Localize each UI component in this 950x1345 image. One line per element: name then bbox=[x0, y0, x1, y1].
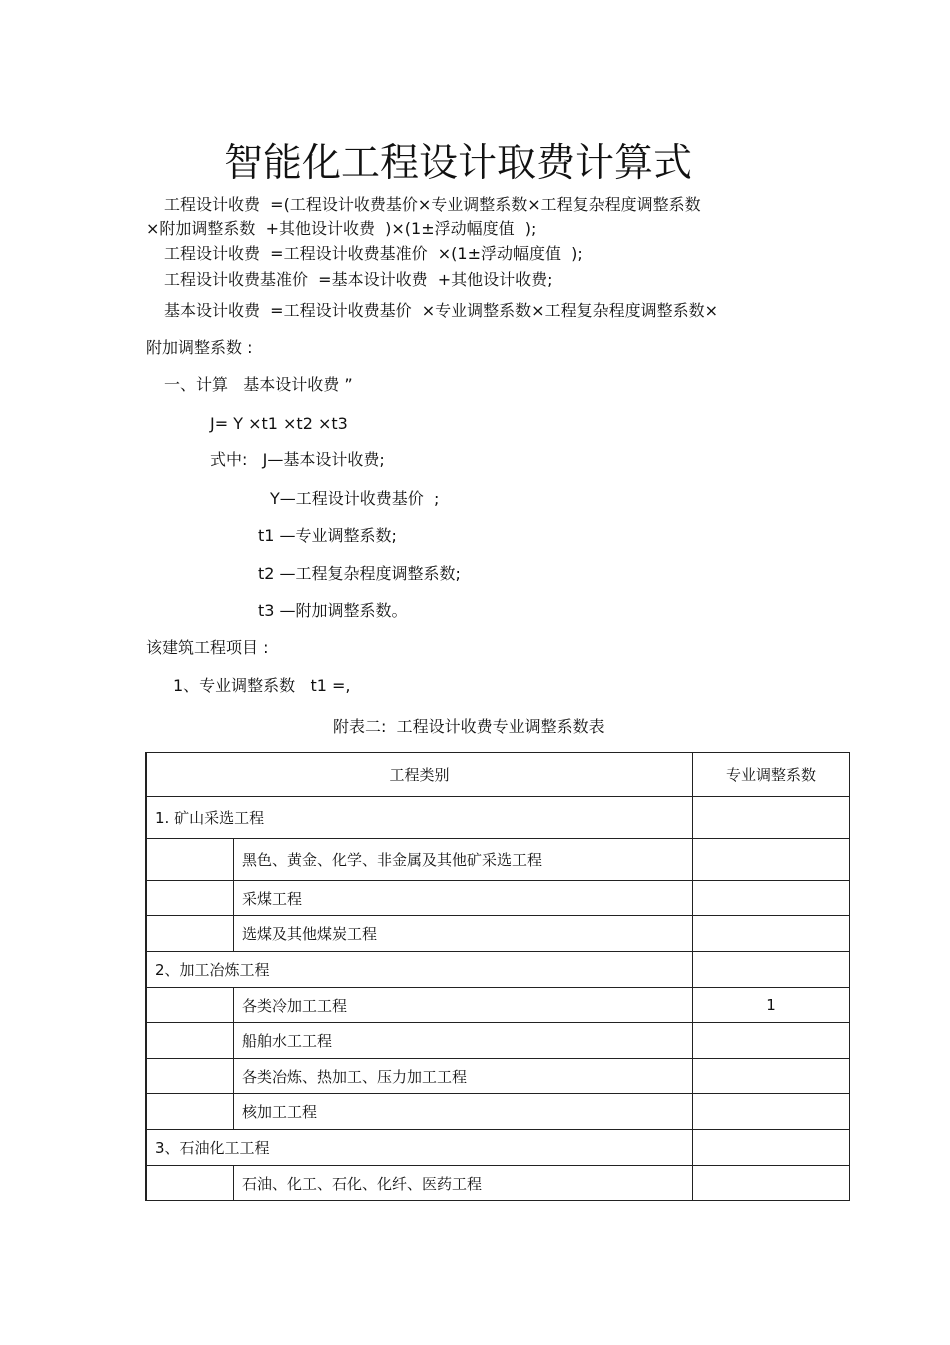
project-heading: 该建筑工程项目 : bbox=[146, 638, 269, 657]
formula-line-2: ×附加调整系数 +其他设计收费 )×(1±浮动幅度值 ); bbox=[146, 219, 537, 238]
indent-cell bbox=[146, 1059, 234, 1094]
t1-heading: 1、专业调整系数 t1 =, bbox=[173, 676, 351, 695]
item-label: 核加工工程 bbox=[234, 1094, 693, 1130]
coefficient-cell bbox=[693, 1059, 850, 1094]
indent-cell bbox=[146, 839, 234, 881]
table-row bbox=[146, 1023, 850, 1059]
document-title: 智能化工程设计取费计算式 bbox=[223, 141, 692, 186]
header-coefficient: 专业调整系数 bbox=[693, 753, 850, 797]
item-label: 采煤工程 bbox=[234, 881, 693, 916]
item-label: 各类冷加工工程 bbox=[234, 988, 693, 1023]
item-label: 选煤及其他煤炭工程 bbox=[234, 916, 693, 952]
coefficient-table bbox=[145, 752, 850, 1201]
table-row bbox=[146, 988, 850, 1023]
formula-line-3: 工程设计收费 =工程设计收费基准价 ×(1±浮动幅度值 ); bbox=[164, 244, 583, 263]
coefficient-cell: 1 bbox=[693, 988, 850, 1023]
category-label: 2、加工冶炼工程 bbox=[146, 952, 693, 988]
section-heading-1: 一、计算 基本设计收费 ” bbox=[164, 375, 353, 394]
coefficient-cell bbox=[693, 916, 850, 952]
coefficient-cell bbox=[693, 839, 850, 881]
coefficient-cell bbox=[693, 1094, 850, 1130]
item-label: 黑色、黄金、化学、非金属及其他矿采选工程 bbox=[234, 839, 693, 881]
table-row bbox=[146, 1059, 850, 1094]
table-row bbox=[146, 881, 850, 916]
table-row bbox=[146, 1094, 850, 1130]
header-category: 工程类别 bbox=[146, 753, 693, 797]
coefficient-cell bbox=[693, 881, 850, 916]
table-row bbox=[146, 797, 850, 839]
formula-where-t2: t2 —工程复杂程度调整系数; bbox=[258, 564, 461, 583]
indent-cell bbox=[146, 1094, 234, 1130]
indent-cell bbox=[146, 881, 234, 916]
table-header-row bbox=[146, 753, 850, 797]
item-label: 各类冶炼、热加工、压力加工工程 bbox=[234, 1059, 693, 1094]
indent-cell bbox=[146, 1023, 234, 1059]
category-label: 1. 矿山采选工程 bbox=[146, 797, 693, 839]
coefficient-cell bbox=[693, 1130, 850, 1166]
table-caption: 附表二: 工程设计收费专业调整系数表 bbox=[333, 717, 605, 736]
formula-line-1: 工程设计收费 =(工程设计收费基价×专业调整系数×工程复杂程度调整系数 bbox=[164, 195, 701, 214]
indent-cell bbox=[146, 1166, 234, 1201]
formula-equation: J= Y ×t1 ×t2 ×t3 bbox=[210, 414, 348, 433]
item-label: 石油、化工、石化、化纤、医药工程 bbox=[234, 1166, 693, 1201]
coefficient-cell bbox=[693, 1166, 850, 1201]
indent-cell bbox=[146, 916, 234, 952]
indent-cell bbox=[146, 988, 234, 1023]
table-row bbox=[146, 1166, 850, 1201]
table-row bbox=[146, 952, 850, 988]
formula-where-t3: t3 —附加调整系数。 bbox=[258, 601, 408, 620]
table-row bbox=[146, 916, 850, 952]
formula-where-y: Y—工程设计收费基价 ; bbox=[270, 489, 440, 508]
formula-where-j: 式中: J—基本设计收费; bbox=[210, 450, 385, 469]
formula-line-6: 附加调整系数 : bbox=[146, 338, 253, 357]
item-label: 船舶水工工程 bbox=[234, 1023, 693, 1059]
category-label: 3、石油化工工程 bbox=[146, 1130, 693, 1166]
coefficient-cell bbox=[693, 1023, 850, 1059]
coefficient-cell bbox=[693, 952, 850, 988]
coefficient-cell bbox=[693, 797, 850, 839]
formula-line-5: 基本设计收费 =工程设计收费基价 ×专业调整系数×工程复杂程度调整系数× bbox=[164, 301, 718, 320]
table-row bbox=[146, 1130, 850, 1166]
formula-where-t1: t1 —专业调整系数; bbox=[258, 526, 397, 545]
table-row bbox=[146, 839, 850, 881]
formula-line-4: 工程设计收费基准价 =基本设计收费 +其他设计收费; bbox=[164, 270, 553, 289]
